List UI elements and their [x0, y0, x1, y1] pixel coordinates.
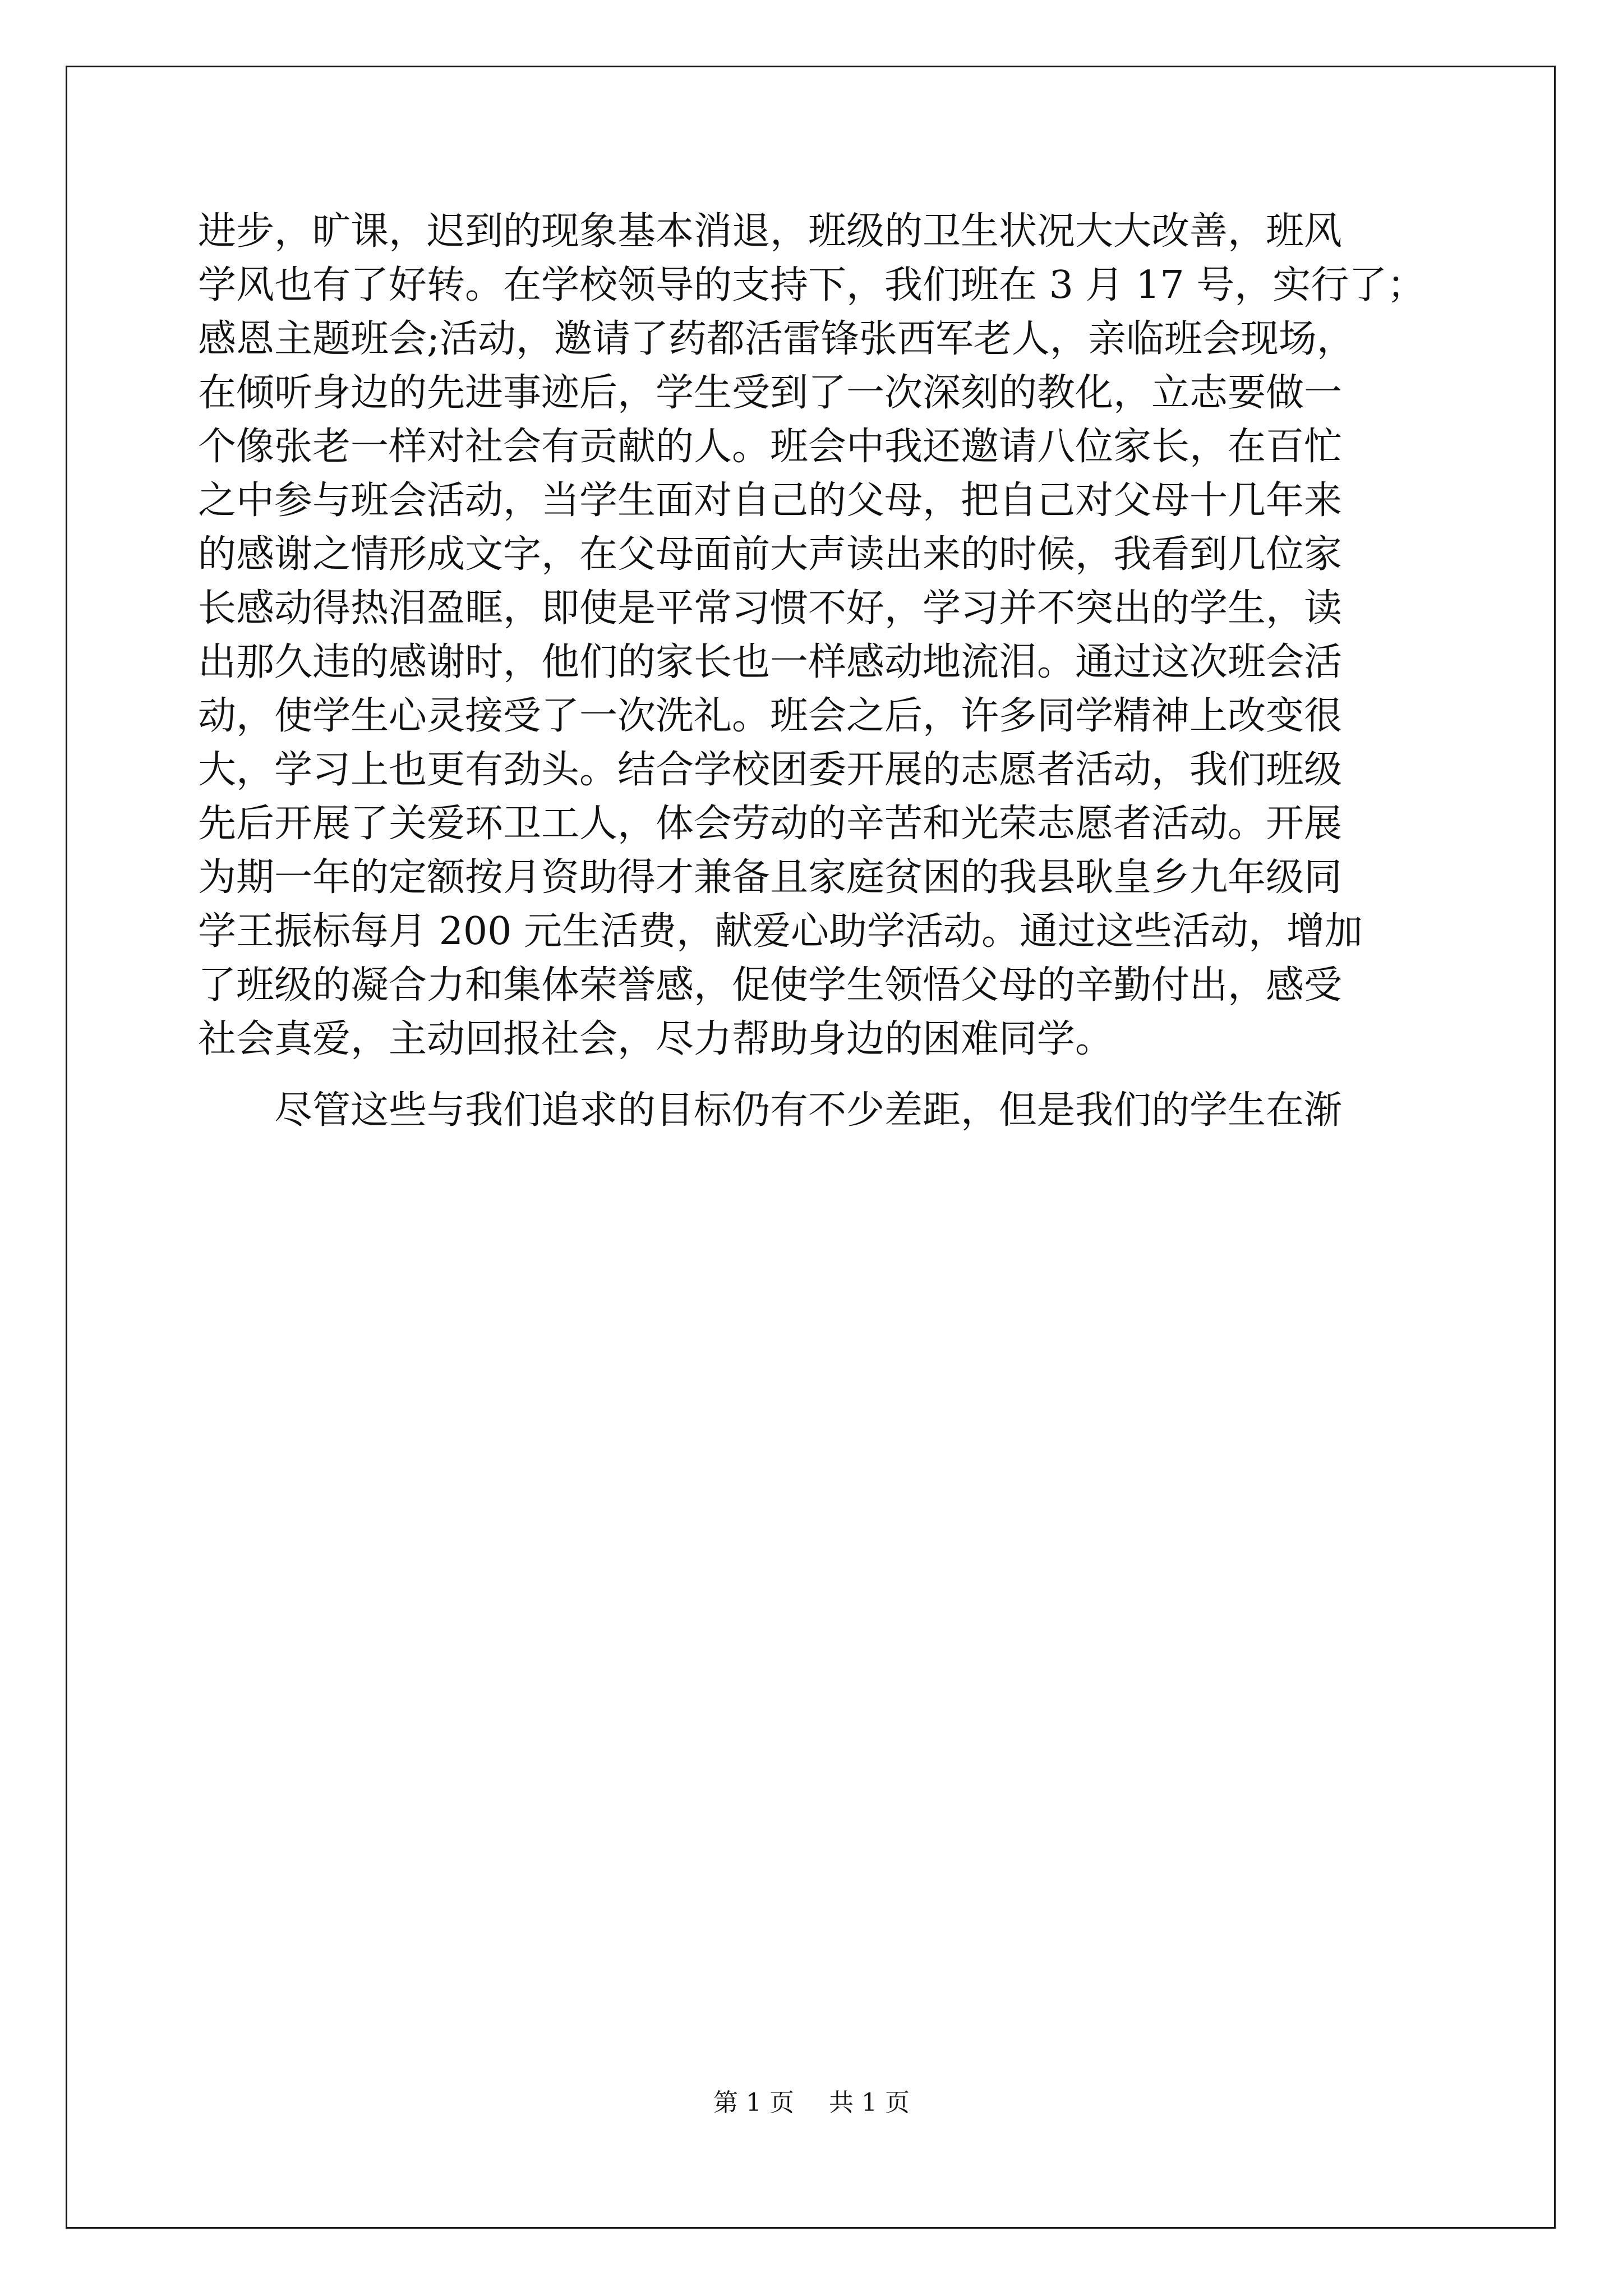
page-total: 共 1 页 — [829, 2088, 910, 2117]
document-body — [198, 205, 1449, 1138]
text-line: 社会真爱，主动回报社会，尽力帮助身边的困难同学。 — [198, 1017, 1114, 1061]
text-line: 大，学习上也更有劲头。结合学校团委开展的志愿者活动，我们班级 — [198, 748, 1343, 792]
text-line: 了班级的凝合力和集体荣誉感，促使学生领悟父母的辛勤付出，感受 — [198, 963, 1343, 1007]
text-line: 先后开展了关爱环卫工人，体会劳动的辛苦和光荣志愿者活动。开展 — [198, 802, 1343, 846]
text-line: 学王振标每月 200 元生活费，献爱心助学活动。通过这些活动，增加 — [198, 909, 1363, 954]
text-line: 感恩主题班会;活动，邀请了药都活雷锋张西军老人，亲临班会现场， — [198, 317, 1355, 361]
page-number: 第 1 页 — [713, 2088, 794, 2117]
text-line: 学风也有了好转。在学校领导的支持下，我们班在 3 月 17 号，实行了； — [198, 263, 1426, 307]
text-line: 为期一年的定额按月资助得才兼备且家庭贫困的我县耿皇乡九年级同 — [198, 855, 1343, 900]
text-line: 动，使学生心灵接受了一次洗礼。班会之后，许多同学精神上改变很 — [198, 694, 1343, 738]
paragraph-2 — [198, 1084, 1449, 1138]
paragraph-1 — [198, 205, 1449, 1066]
text-line: 进步，旷课，迟到的现象基本消退，班级的卫生状况大大改善，班风 — [198, 209, 1343, 254]
text-line: 之中参与班会活动，当学生面对自己的父母，把自己对父母十几年来 — [198, 478, 1343, 523]
text-line: 在倾听身边的先进事迹后，学生受到了一次深刻的教化，立志要做一 — [198, 371, 1343, 415]
text-line: 的感谢之情形成文字，在父母面前大声读出来的时候，我看到几位家 — [198, 532, 1343, 577]
text-line: 个像张老一样对社会有贡献的人。班会中我还邀请八位家长，在百忙 — [198, 425, 1343, 469]
text-line: 出那久违的感谢时，他们的家长也一样感动地流泪。通过这次班会活 — [198, 640, 1343, 684]
page-footer — [0, 2082, 1623, 2118]
text-line: 尽管这些与我们追求的目标仍有不少差距，但是我们的学生在渐 — [198, 1088, 1343, 1133]
text-line: 长感动得热泪盈眶，即使是平常习惯不好，学习并不突出的学生，读 — [198, 586, 1343, 631]
